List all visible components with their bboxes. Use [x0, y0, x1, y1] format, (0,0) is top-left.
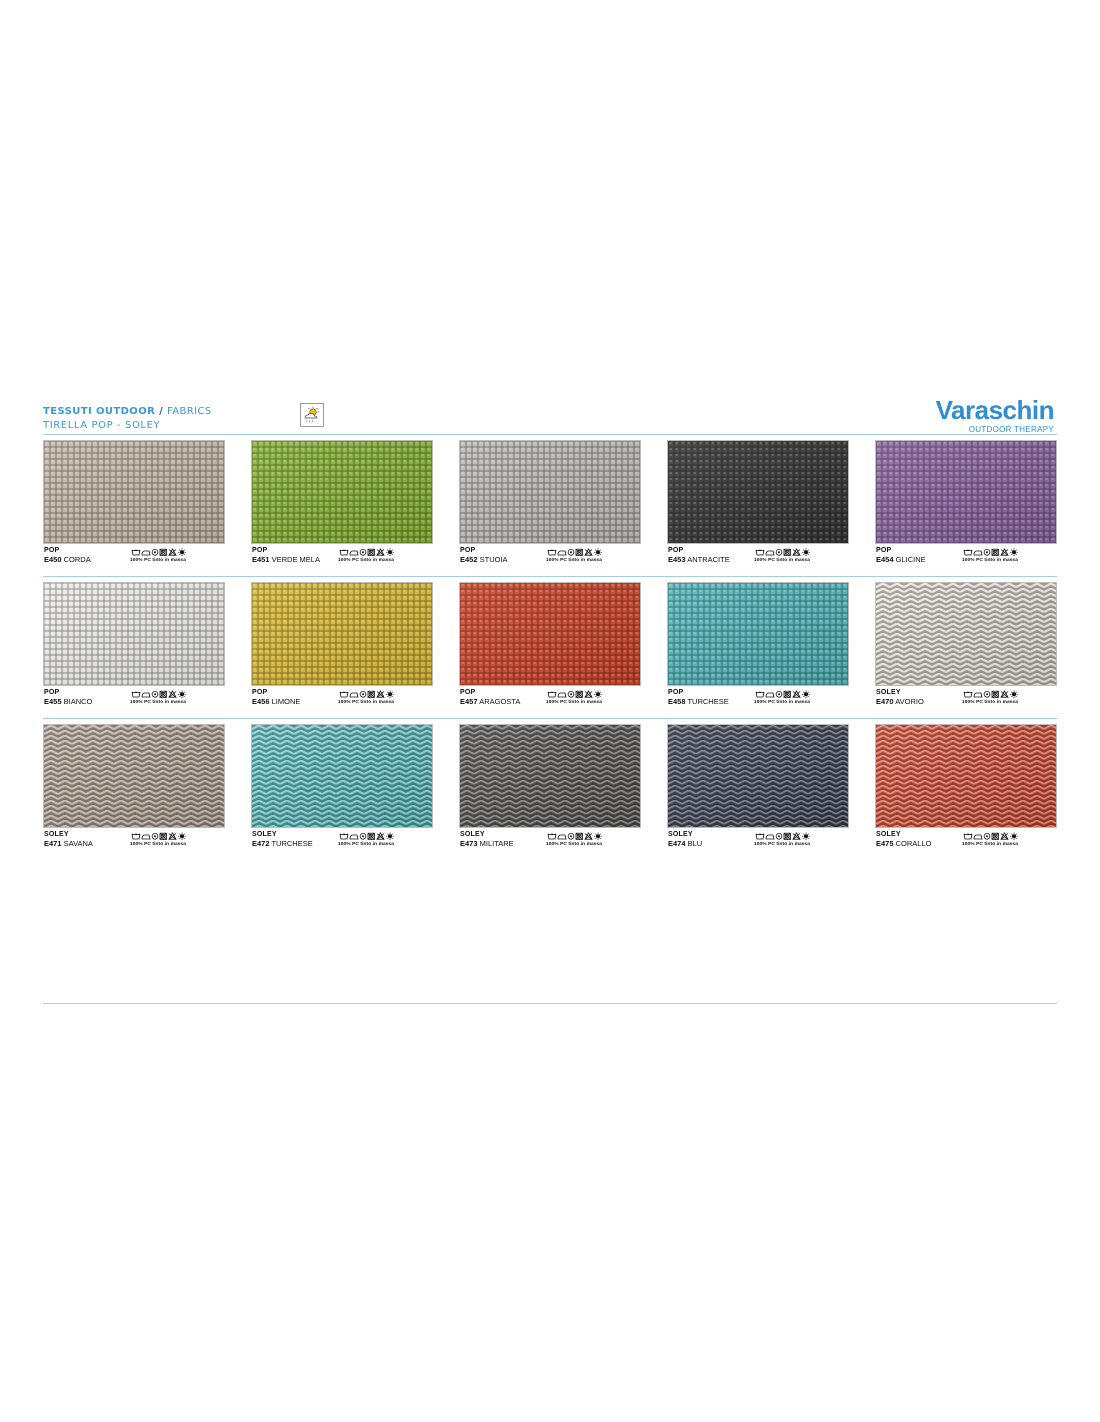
- fabric-code: E450: [44, 555, 62, 564]
- fabric-code: E453: [668, 555, 686, 564]
- care-symbols-icon: [131, 832, 193, 840]
- fabric-line: SOLEY: [44, 831, 69, 838]
- fabric-swatch-e472: [251, 724, 433, 828]
- row-divider: [43, 576, 1057, 577]
- fabric-color-name: BLU: [685, 839, 703, 848]
- fabric-label: [668, 831, 850, 853]
- fabric-composition: 100% PC tinto in massa: [546, 700, 603, 705]
- fabric-swatch-e475: [875, 724, 1057, 828]
- fabric-composition: 100% PC tinto in massa: [338, 558, 395, 563]
- fabric-code: E456: [252, 697, 270, 706]
- fabric-line: POP: [44, 547, 60, 554]
- fabric-line: SOLEY: [876, 689, 901, 696]
- fabric-swatch-e470: [875, 582, 1057, 686]
- fabric-swatch-e474: [667, 724, 849, 828]
- fabric-line: POP: [252, 689, 268, 696]
- fabric-code: E471: [44, 839, 62, 848]
- fabric-swatch-e473: [459, 724, 641, 828]
- fabric-composition: 100% PC tinto in massa: [130, 842, 187, 847]
- care-symbols-icon: [131, 548, 193, 556]
- fabric-color-name: VERDE MELA: [269, 555, 320, 564]
- fabric-color-name: CORALLO: [893, 839, 932, 848]
- fabric-swatch-e457: [459, 582, 641, 686]
- footer-divider: [43, 1003, 1057, 1004]
- fabric-line: POP: [252, 547, 268, 554]
- title-separator: /: [155, 406, 168, 417]
- fabric-color-name: STUOIA: [477, 555, 508, 564]
- fabric-color-name: BIANCO: [61, 697, 93, 706]
- fabric-label: [44, 547, 226, 569]
- fabric-code-name: [460, 839, 514, 848]
- fabric-line: SOLEY: [668, 831, 693, 838]
- fabric-swatch-e451: [251, 440, 433, 544]
- fabric-code: E457: [460, 697, 478, 706]
- fabric-color-name: ARAGOSTA: [477, 697, 521, 706]
- fabric-code-name: [252, 555, 320, 564]
- fabric-code-name: [44, 555, 91, 564]
- fabric-label: [460, 831, 642, 853]
- care-symbols-icon: [963, 832, 1025, 840]
- fabric-code-name: [876, 697, 924, 706]
- fabric-line: SOLEY: [460, 831, 485, 838]
- fabric-swatch-e454: [875, 440, 1057, 544]
- fabric-label: [668, 547, 850, 569]
- sun-cloud-rain-icon: [300, 403, 324, 427]
- care-symbols-icon: [547, 832, 609, 840]
- care-symbols-icon: [547, 548, 609, 556]
- fabric-line: SOLEY: [252, 831, 277, 838]
- fabric-color-name: CORDA: [61, 555, 91, 564]
- fabric-line: SOLEY: [876, 831, 901, 838]
- fabric-label: [460, 689, 642, 711]
- fabric-code: E455: [44, 697, 62, 706]
- fabric-label: [460, 547, 642, 569]
- fabric-code-name: [876, 839, 931, 848]
- fabric-composition: 100% PC tinto in massa: [130, 558, 187, 563]
- fabric-code: E470: [876, 697, 894, 706]
- fabric-color-name: SAVANA: [61, 839, 93, 848]
- brand-tagline: OUTDOOR THERAPY: [968, 425, 1054, 434]
- care-symbols-icon: [339, 690, 401, 698]
- fabric-color-name: AVORIO: [893, 697, 924, 706]
- care-symbols-icon: [963, 548, 1025, 556]
- care-symbols-icon: [755, 832, 817, 840]
- fabric-line: POP: [668, 547, 684, 554]
- fabric-code-name: [44, 839, 93, 848]
- row-divider: [43, 718, 1057, 719]
- catalog-title: [43, 405, 212, 418]
- fabric-code-name: [876, 555, 926, 564]
- fabric-label: [668, 689, 850, 711]
- title-alt: FABRICS: [167, 406, 212, 417]
- fabric-code-name: [460, 697, 520, 706]
- fabric-swatch-e452: [459, 440, 641, 544]
- title-main: TESSUTI OUTDOOR: [43, 406, 156, 417]
- fabric-composition: 100% PC tinto in massa: [754, 842, 811, 847]
- fabric-composition: 100% PC tinto in massa: [754, 558, 811, 563]
- fabric-line: POP: [44, 689, 60, 696]
- fabric-code-name: [44, 697, 92, 706]
- fabric-code: E458: [668, 697, 686, 706]
- care-symbols-icon: [755, 690, 817, 698]
- fabric-code: E475: [876, 839, 894, 848]
- fabric-color-name: ANTRACITE: [685, 555, 730, 564]
- fabric-code: E452: [460, 555, 478, 564]
- fabric-label: [876, 547, 1058, 569]
- care-symbols-icon: [963, 690, 1025, 698]
- fabric-label: [44, 689, 226, 711]
- fabric-swatch-e458: [667, 582, 849, 686]
- fabric-composition: 100% PC tinto in massa: [962, 558, 1019, 563]
- brand-name: Varaschin: [935, 395, 1054, 425]
- fabric-swatch-e471: [43, 724, 225, 828]
- fabric-composition: 100% PC tinto in massa: [962, 842, 1019, 847]
- fabric-color-name: LIMONE: [269, 697, 301, 706]
- fabric-label: [252, 547, 434, 569]
- fabric-label: [44, 831, 226, 853]
- care-symbols-icon: [131, 690, 193, 698]
- fabric-code: E451: [252, 555, 270, 564]
- catalog-subtitle: TIRELLA POP - SOLEY: [43, 420, 161, 431]
- fabric-color-name: GLICINE: [893, 555, 926, 564]
- fabric-composition: 100% PC tinto in massa: [754, 700, 811, 705]
- fabric-composition: 100% PC tinto in massa: [546, 558, 603, 563]
- fabric-code-name: [668, 555, 730, 564]
- fabric-code: E472: [252, 839, 270, 848]
- fabric-line: POP: [460, 547, 476, 554]
- fabric-label: [876, 831, 1058, 853]
- fabric-color-name: TURCHESE: [685, 697, 729, 706]
- fabric-label: [252, 831, 434, 853]
- fabric-line: POP: [876, 547, 892, 554]
- fabric-composition: 100% PC tinto in massa: [546, 842, 603, 847]
- fabric-color-name: MILITARE: [477, 839, 514, 848]
- fabric-swatch-e450: [43, 440, 225, 544]
- fabric-swatch-e456: [251, 582, 433, 686]
- fabric-code: E474: [668, 839, 686, 848]
- care-symbols-icon: [339, 832, 401, 840]
- brand-logo: [936, 396, 1054, 435]
- fabric-composition: 100% PC tinto in massa: [338, 700, 395, 705]
- fabric-swatch-e453: [667, 440, 849, 544]
- fabric-code: E454: [876, 555, 894, 564]
- header-divider: [43, 434, 1057, 435]
- fabric-composition: 100% PC tinto in massa: [130, 700, 187, 705]
- fabric-composition: 100% PC tinto in massa: [338, 842, 395, 847]
- fabric-code-name: [668, 839, 702, 848]
- fabric-label: [876, 689, 1058, 711]
- fabric-code-name: [668, 697, 729, 706]
- fabric-line: POP: [668, 689, 684, 696]
- care-symbols-icon: [547, 690, 609, 698]
- fabric-code-name: [252, 697, 300, 706]
- fabric-line: POP: [460, 689, 476, 696]
- fabric-label: [252, 689, 434, 711]
- fabric-composition: 100% PC tinto in massa: [962, 700, 1019, 705]
- fabric-code: E473: [460, 839, 478, 848]
- fabric-code-name: [252, 839, 313, 848]
- care-symbols-icon: [339, 548, 401, 556]
- fabric-code-name: [460, 555, 508, 564]
- fabric-swatch-e455: [43, 582, 225, 686]
- fabric-color-name: TURCHESE: [269, 839, 313, 848]
- care-symbols-icon: [755, 548, 817, 556]
